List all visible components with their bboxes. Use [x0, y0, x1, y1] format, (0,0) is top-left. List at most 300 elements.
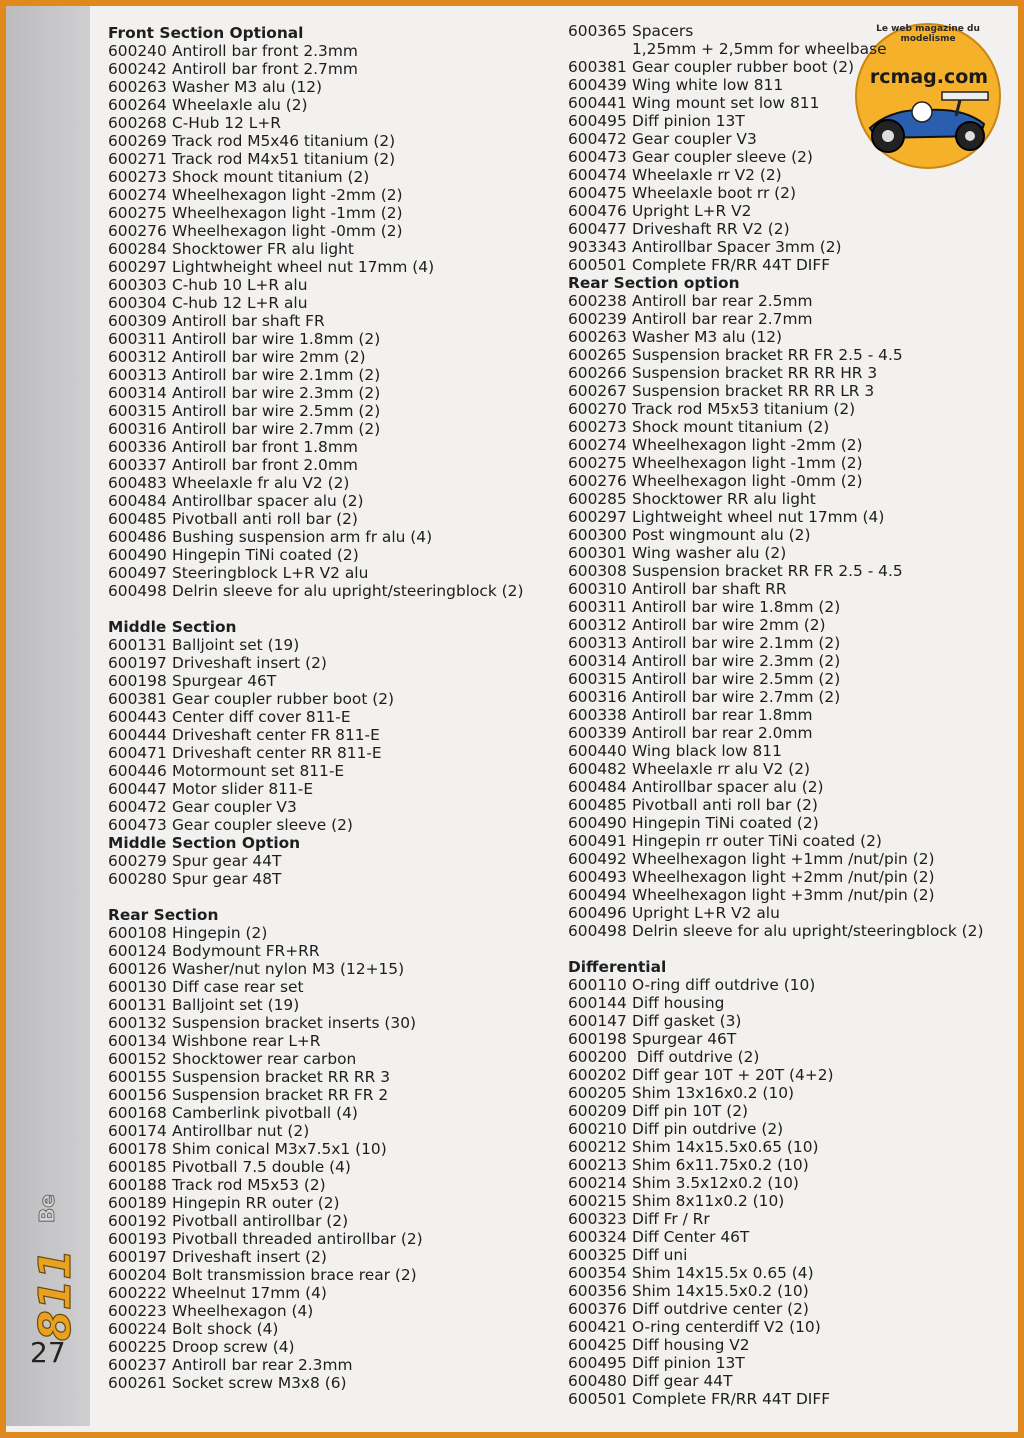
part-description: Shim conical M3x7.5x1 (10)	[172, 1140, 387, 1158]
part-description: Diff pin outdrive (2)	[632, 1120, 784, 1138]
part-row	[108, 510, 523, 528]
part-description: Diff gear 44T	[632, 1372, 733, 1390]
part-row	[108, 1212, 523, 1230]
part-number: 600474	[568, 166, 627, 184]
part-description: Antiroll bar front 2.7mm	[172, 60, 358, 78]
part-description: Shock mount titanium (2)	[172, 168, 370, 186]
part-number: 600354	[568, 1264, 627, 1282]
part-number: 600484	[568, 778, 627, 796]
part-row	[568, 1084, 983, 1102]
part-description: Wheelaxle boot rr (2)	[632, 184, 796, 202]
part-row	[108, 654, 523, 672]
part-number: 903343	[568, 238, 627, 256]
part-number: 600276	[568, 472, 627, 490]
part-description: Gear coupler rubber boot (2)	[632, 58, 855, 76]
part-number: 600280	[108, 870, 167, 888]
part-row	[108, 780, 523, 798]
side-logo-text: 811	[30, 1249, 81, 1341]
part-row	[108, 546, 523, 564]
part-description: Driveshaft insert (2)	[172, 654, 327, 672]
part-description: Wheelhexagon light +3mm /nut/pin (2)	[632, 886, 935, 904]
part-number: 600336	[108, 438, 167, 456]
part-row	[108, 924, 523, 942]
part-description: Suspension bracket RR FR 2.5 - 4.5	[632, 562, 903, 580]
section-gap	[108, 888, 523, 906]
part-description: Diff gear 10T + 20T (4+2)	[632, 1066, 834, 1084]
part-number: 600485	[108, 510, 167, 528]
part-number: 600476	[568, 202, 627, 220]
part-number: 600152	[108, 1050, 167, 1068]
part-number: 600493	[568, 868, 627, 886]
part-row	[108, 1122, 523, 1140]
part-row	[568, 778, 983, 796]
part-row	[568, 886, 983, 904]
part-description: Wishbone rear L+R	[172, 1032, 321, 1050]
part-description: Shim 14x15.5x0.65 (10)	[632, 1138, 819, 1156]
part-row	[108, 1032, 523, 1050]
part-row	[568, 1390, 983, 1408]
part-number: 600472	[108, 798, 167, 816]
section-header: Middle Section	[108, 618, 237, 636]
part-row	[108, 1374, 523, 1392]
part-description: Pivotball anti roll bar (2)	[172, 510, 358, 528]
part-description: Shim 13x16x0.2 (10)	[632, 1084, 795, 1102]
part-number: 600132	[108, 1014, 167, 1032]
part-row	[108, 1140, 523, 1158]
part-description: Wheelhexagon light +1mm /nut/pin (2)	[632, 850, 935, 868]
part-description: Pivotball antirollbar (2)	[172, 1212, 349, 1230]
part-number: 600325	[568, 1246, 627, 1264]
part-number: 600276	[108, 222, 167, 240]
part-description: Upright L+R V2 alu	[632, 904, 780, 922]
part-number: 600144	[568, 994, 627, 1012]
part-description: Shim 14x15.5x0.2 (10)	[632, 1282, 809, 1300]
part-description: Antiroll bar wire 2.3mm (2)	[172, 384, 381, 402]
part-description: Suspension bracket inserts (30)	[172, 1014, 417, 1032]
part-row	[568, 1066, 983, 1084]
part-number: 600188	[108, 1176, 167, 1194]
part-number: 600284	[108, 240, 167, 258]
part-row	[568, 220, 983, 238]
part-description: Shim 14x15.5x 0.65 (4)	[632, 1264, 814, 1282]
part-description: Socket screw M3x8 (6)	[172, 1374, 347, 1392]
part-description: Track rod M5x53 (2)	[172, 1176, 326, 1194]
part-number: 600337	[108, 456, 167, 474]
part-row	[568, 166, 983, 184]
part-row	[108, 438, 523, 456]
part-description: Pivotball threaded antirollbar (2)	[172, 1230, 423, 1248]
part-description: Antiroll bar front 1.8mm	[172, 438, 358, 456]
part-row	[108, 690, 523, 708]
section-header: Middle Section Option	[108, 834, 301, 852]
part-description: Diff Fr / Rr	[632, 1210, 710, 1228]
part-row	[108, 240, 523, 258]
part-description: Motor slider 811-E	[172, 780, 314, 798]
part-row	[568, 148, 983, 166]
part-row	[568, 544, 983, 562]
part-description: Diff uni	[632, 1246, 688, 1264]
part-row	[568, 562, 983, 580]
part-row	[108, 1356, 523, 1374]
part-row	[568, 1300, 983, 1318]
part-row	[108, 150, 523, 168]
part-row	[108, 1050, 523, 1068]
part-number: 600178	[108, 1140, 167, 1158]
part-row	[568, 1336, 983, 1354]
part-row	[108, 726, 523, 744]
part-number: 600285	[568, 490, 627, 508]
part-description: Delrin sleeve for alu upright/steeringblock (2)	[632, 922, 984, 940]
part-description: Suspension bracket RR RR LR 3	[632, 382, 875, 400]
part-description: Antirollbar nut (2)	[172, 1122, 310, 1140]
part-number: 600297	[108, 258, 167, 276]
part-description: Diff pinion 13T	[632, 1354, 745, 1372]
part-description: Lightwheight wheel nut 17mm (4)	[172, 258, 435, 276]
part-description: C-Hub 12 L+R	[172, 114, 281, 132]
part-row	[108, 204, 523, 222]
part-row	[568, 1048, 983, 1066]
part-description: Driveshaft insert (2)	[172, 1248, 327, 1266]
part-row	[568, 490, 983, 508]
part-row	[568, 706, 983, 724]
parts-column-left	[108, 24, 523, 1392]
part-row	[568, 328, 983, 346]
part-description: Wheelaxle fr alu V2 (2)	[172, 474, 350, 492]
part-description: Post wingmount alu (2)	[632, 526, 811, 544]
part-number: 600279	[108, 852, 167, 870]
section-header: Rear Section	[108, 906, 219, 924]
part-row	[568, 184, 983, 202]
part-number: 600131	[108, 996, 167, 1014]
part-description: Balljoint set (19)	[172, 636, 300, 654]
part-number: 600264	[108, 96, 167, 114]
part-number: 600263	[108, 78, 167, 96]
part-row	[108, 474, 523, 492]
part-row	[108, 330, 523, 348]
part-description: Diff housing V2	[632, 1336, 750, 1354]
side-logo-sub: Be	[35, 1194, 59, 1223]
part-row	[108, 1248, 523, 1266]
part-number: 600189	[108, 1194, 167, 1212]
part-number: 600238	[568, 292, 627, 310]
part-number: 600495	[568, 112, 627, 130]
part-row	[568, 868, 983, 886]
part-description: Wheelhexagon light -2mm (2)	[172, 186, 403, 204]
part-description: O-ring diff outdrive (10)	[632, 976, 816, 994]
part-description: Wheelhexagon light -0mm (2)	[172, 222, 403, 240]
part-number: 600421	[568, 1318, 627, 1336]
part-row	[108, 276, 523, 294]
part-description: C-hub 12 L+R alu	[172, 294, 308, 312]
part-number: 600339	[568, 724, 627, 742]
part-row	[568, 1102, 983, 1120]
part-row	[568, 202, 983, 220]
part-row	[568, 634, 983, 652]
part-row	[108, 852, 523, 870]
part-description: Wheelaxle alu (2)	[172, 96, 308, 114]
part-number: 600300	[568, 526, 627, 544]
part-number: 600316	[108, 420, 167, 438]
part-description: Center diff cover 811-E	[172, 708, 351, 726]
part-number: 600312	[108, 348, 167, 366]
part-number: 600381	[568, 58, 627, 76]
part-number: 600490	[568, 814, 627, 832]
part-description: Antiroll bar wire 2.7mm (2)	[172, 420, 381, 438]
part-row	[568, 994, 983, 1012]
part-row	[108, 762, 523, 780]
part-row	[568, 814, 983, 832]
part-row	[568, 364, 983, 382]
part-row	[108, 1158, 523, 1176]
part-description: Shocktower RR alu light	[632, 490, 816, 508]
part-row	[108, 528, 523, 546]
part-number: 600185	[108, 1158, 167, 1176]
part-row	[108, 402, 523, 420]
part-number: 600309	[108, 312, 167, 330]
part-row	[108, 1266, 523, 1284]
part-number: 600274	[108, 186, 167, 204]
part-number: 600275	[108, 204, 167, 222]
part-description: Antiroll bar rear 2.7mm	[632, 310, 813, 328]
part-number: 600311	[568, 598, 627, 616]
part-description: Complete FR/RR 44T DIFF	[632, 1390, 831, 1408]
part-description: Antiroll bar rear 2.0mm	[632, 724, 813, 742]
part-description: Gear coupler V3	[632, 130, 757, 148]
part-number: 600273	[108, 168, 167, 186]
part-description: Hingepin TiNi coated (2)	[632, 814, 819, 832]
part-description: Bodymount FR+RR	[172, 942, 320, 960]
part-number: 600197	[108, 654, 167, 672]
part-number: 600222	[108, 1284, 167, 1302]
part-number: 600110	[568, 976, 627, 994]
part-number: 600446	[108, 762, 167, 780]
part-number: 600239	[568, 310, 627, 328]
part-description: Diff pinion 13T	[632, 112, 745, 130]
part-description: Antiroll bar rear 1.8mm	[632, 706, 813, 724]
part-row	[568, 454, 983, 472]
part-row	[108, 114, 523, 132]
part-number: 600495	[568, 1354, 627, 1372]
part-row	[568, 760, 983, 778]
part-description: Spacers	[632, 22, 694, 40]
part-row	[568, 670, 983, 688]
part-row	[568, 1156, 983, 1174]
part-description: Antirollbar Spacer 3mm (2)	[632, 238, 842, 256]
part-number: 600441	[568, 94, 627, 112]
part-row	[568, 688, 983, 706]
part-number: 600261	[108, 1374, 167, 1392]
part-number: 600205	[568, 1084, 627, 1102]
part-description: Hingepin TiNi coated (2)	[172, 546, 359, 564]
part-number: 600498	[568, 922, 627, 940]
part-description: Driveshaft center FR 811-E	[172, 726, 380, 744]
part-number: 600323	[568, 1210, 627, 1228]
part-number: 600477	[568, 220, 627, 238]
part-row	[108, 672, 523, 690]
page-number: 27	[30, 1336, 66, 1369]
part-description: Pivotball 7.5 double (4)	[172, 1158, 351, 1176]
part-row	[568, 1120, 983, 1138]
part-description: Gear coupler V3	[172, 798, 297, 816]
part-number: 600475	[568, 184, 627, 202]
part-description: Suspension bracket RR FR 2.5 - 4.5	[632, 346, 903, 364]
part-description: Driveshaft RR V2 (2)	[632, 220, 790, 238]
part-number: 600155	[108, 1068, 167, 1086]
part-number: 600381	[108, 690, 167, 708]
part-row	[568, 58, 983, 76]
part-number: 600193	[108, 1230, 167, 1248]
part-description: Antiroll bar wire 2.3mm (2)	[632, 652, 841, 670]
part-description: Track rod M4x51 titanium (2)	[172, 150, 396, 168]
part-number: 600198	[108, 672, 167, 690]
part-description: Diff case rear set	[172, 978, 304, 996]
part-number: 600224	[108, 1320, 167, 1338]
part-row	[568, 76, 983, 94]
part-row	[108, 420, 523, 438]
part-number: 600444	[108, 726, 167, 744]
part-description: Diff housing	[632, 994, 725, 1012]
part-description: Gear coupler sleeve (2)	[172, 816, 353, 834]
part-row	[568, 1030, 983, 1048]
part-description: Balljoint set (19)	[172, 996, 300, 1014]
part-row	[568, 1246, 983, 1264]
part-description: Motormount set 811-E	[172, 762, 345, 780]
part-number: 600168	[108, 1104, 167, 1122]
parts-column-right	[568, 22, 983, 1408]
part-description: Antiroll bar wire 2.5mm (2)	[172, 402, 381, 420]
part-description: Wheelhexagon light -1mm (2)	[172, 204, 403, 222]
part-row	[568, 346, 983, 364]
part-row	[568, 976, 983, 994]
part-number: 600304	[108, 294, 167, 312]
part-description: Lightweight wheel nut 17mm (4)	[632, 508, 885, 526]
part-number: 600268	[108, 114, 167, 132]
part-row	[108, 294, 523, 312]
part-row	[568, 22, 983, 40]
part-number: 600274	[568, 436, 627, 454]
part-description: Droop screw (4)	[172, 1338, 295, 1356]
part-description: Washer/nut nylon M3 (12+15)	[172, 960, 405, 978]
part-row	[108, 1320, 523, 1338]
part-description: Diff outdrive center (2)	[632, 1300, 809, 1318]
part-number: 600338	[568, 706, 627, 724]
part-description: Bolt shock (4)	[172, 1320, 279, 1338]
part-number: 600308	[568, 562, 627, 580]
part-row	[108, 366, 523, 384]
part-row	[568, 292, 983, 310]
part-row	[108, 870, 523, 888]
part-description: Antiroll bar wire 1.8mm (2)	[632, 598, 841, 616]
part-row	[568, 256, 983, 274]
part-number: 600265	[568, 346, 627, 364]
part-number: 600313	[568, 634, 627, 652]
part-row	[568, 904, 983, 922]
part-row	[108, 816, 523, 834]
part-description: Diff outdrive (2)	[632, 1048, 760, 1066]
part-row	[108, 492, 523, 510]
part-number: 600124	[108, 942, 167, 960]
part-row	[568, 40, 983, 58]
part-number: 600225	[108, 1338, 167, 1356]
badge-subtitle: Le web magazine du modelisme	[876, 24, 980, 44]
section-gap	[108, 600, 523, 618]
part-row	[568, 1264, 983, 1282]
part-number: 600240	[108, 42, 167, 60]
part-description: Hingepin RR outer (2)	[172, 1194, 340, 1212]
part-row	[108, 1302, 523, 1320]
part-number: 600311	[108, 330, 167, 348]
part-number: 600316	[568, 688, 627, 706]
part-number: 600440	[568, 742, 627, 760]
part-number: 600204	[108, 1266, 167, 1284]
part-description: Wheelhexagon light -1mm (2)	[632, 454, 863, 472]
part-row	[568, 130, 983, 148]
part-row	[108, 132, 523, 150]
part-number: 600480	[568, 1372, 627, 1390]
part-description: Wing black low 811	[632, 742, 782, 760]
part-row	[108, 1284, 523, 1302]
part-row	[108, 1086, 523, 1104]
part-number: 600356	[568, 1282, 627, 1300]
part-row	[108, 1104, 523, 1122]
part-description: Spurgear 46T	[172, 672, 277, 690]
part-number: 600297	[568, 508, 627, 526]
part-row	[568, 526, 983, 544]
part-row	[568, 1228, 983, 1246]
part-number: 600270	[568, 400, 627, 418]
part-number: 600313	[108, 366, 167, 384]
part-description: Antirollbar spacer alu (2)	[632, 778, 824, 796]
part-description: Driveshaft center RR 811-E	[172, 744, 382, 762]
part-description: Antiroll bar wire 2.1mm (2)	[632, 634, 841, 652]
part-number: 600425	[568, 1336, 627, 1354]
part-number: 600267	[568, 382, 627, 400]
part-row	[108, 1230, 523, 1248]
part-row	[108, 186, 523, 204]
part-number: 600147	[568, 1012, 627, 1030]
part-row	[568, 94, 983, 112]
part-number: 600108	[108, 924, 167, 942]
part-row	[108, 258, 523, 276]
part-row	[108, 1338, 523, 1356]
part-row	[568, 238, 983, 256]
part-row	[568, 310, 983, 328]
part-description: Antiroll bar shaft RR	[632, 580, 787, 598]
part-number: 600491	[568, 832, 627, 850]
part-number: 600473	[568, 148, 627, 166]
part-number: 600485	[568, 796, 627, 814]
part-row	[568, 922, 983, 940]
part-number: 600312	[568, 616, 627, 634]
section-gap	[568, 940, 983, 958]
part-description: Wing washer alu (2)	[632, 544, 787, 562]
part-description: Spur gear 48T	[172, 870, 282, 888]
part-row	[568, 724, 983, 742]
part-row	[568, 1354, 983, 1372]
part-number: 600263	[568, 328, 627, 346]
part-number: 600213	[568, 1156, 627, 1174]
part-row	[568, 472, 983, 490]
part-row	[568, 850, 983, 868]
part-number: 600275	[568, 454, 627, 472]
part-description: Camberlink pivotball (4)	[172, 1104, 358, 1122]
part-description: Antiroll bar wire 2.7mm (2)	[632, 688, 841, 706]
part-number: 600501	[568, 256, 627, 274]
part-row	[568, 418, 983, 436]
part-number: 600494	[568, 886, 627, 904]
part-description: Steeringblock L+R V2 alu	[172, 564, 369, 582]
part-row	[108, 636, 523, 654]
